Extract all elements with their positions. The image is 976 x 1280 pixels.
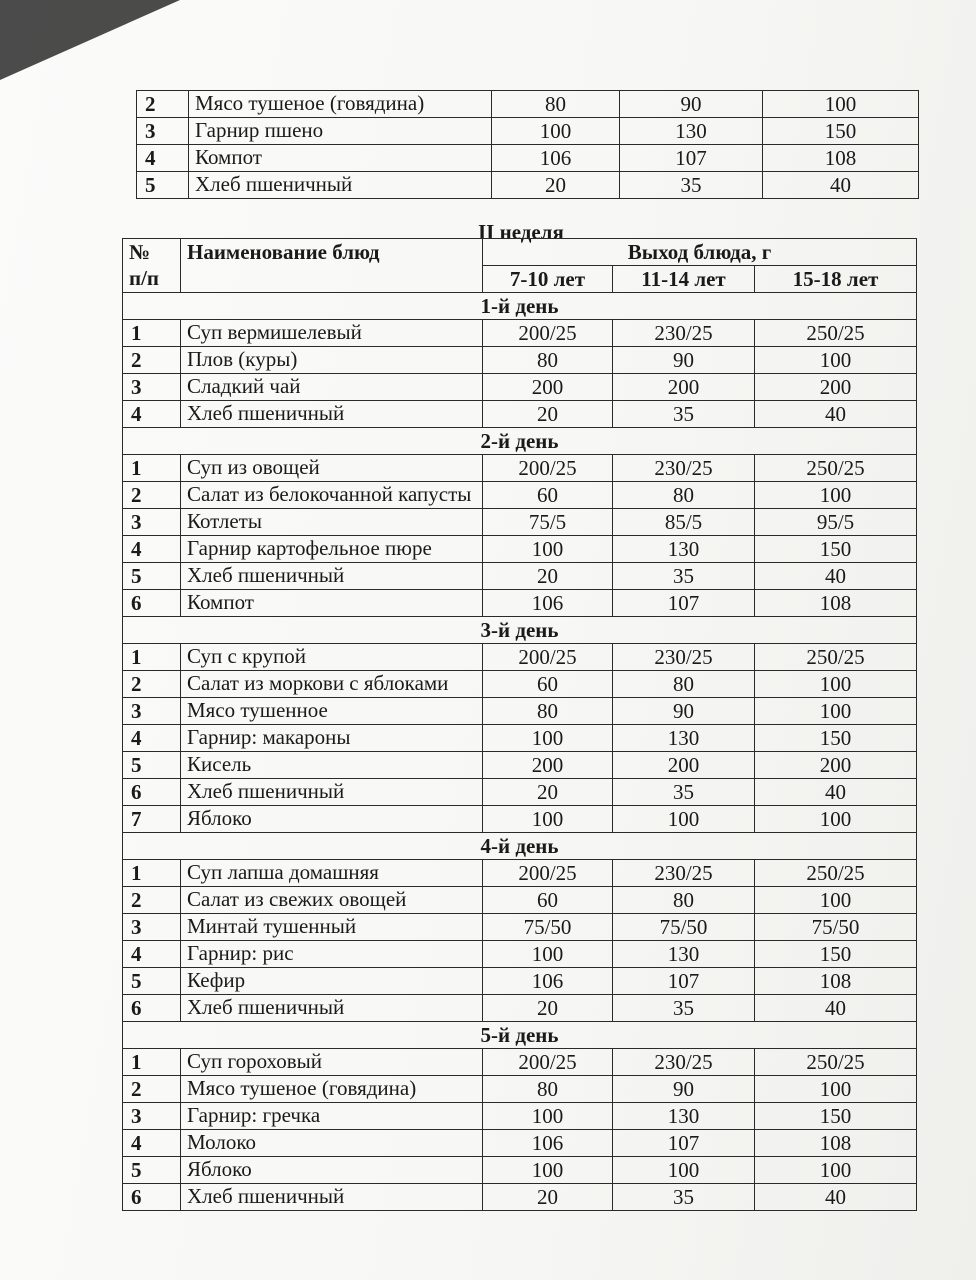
dish-name: Суп гороховый (181, 1049, 483, 1076)
output-15-18: 150 (763, 118, 919, 145)
dish-name: Суп с крупой (181, 644, 483, 671)
dish-name: Суп из овощей (181, 455, 483, 482)
output-7-10: 80 (483, 1076, 613, 1103)
output-11-14: 80 (613, 887, 755, 914)
row-number: 3 (123, 374, 181, 401)
table-row (123, 509, 917, 536)
output-11-14: 75/50 (613, 914, 755, 941)
dish-name: Плов (куры) (181, 347, 483, 374)
table-row (123, 590, 917, 617)
row-number: 4 (123, 1130, 181, 1157)
output-11-14: 130 (613, 725, 755, 752)
row-number: 1 (123, 644, 181, 671)
row-number: 2 (123, 671, 181, 698)
week-title: II неделя (478, 220, 564, 244)
output-7-10: 106 (483, 590, 613, 617)
output-15-18: 95/5 (755, 509, 917, 536)
dish-name: Хлеб пшеничный (181, 779, 483, 806)
output-15-18: 100 (755, 347, 917, 374)
dish-name: Мясо тушеное (говядина) (181, 1076, 483, 1103)
table-row (123, 1103, 917, 1130)
output-15-18: 250/25 (755, 644, 917, 671)
output-7-10: 20 (483, 1184, 613, 1211)
dish-name: Компот (189, 145, 492, 172)
output-11-14: 100 (613, 1157, 755, 1184)
row-number: 4 (123, 725, 181, 752)
output-15-18: 108 (755, 590, 917, 617)
output-7-10: 100 (483, 1157, 613, 1184)
output-7-10: 100 (483, 1103, 613, 1130)
dish-name: Хлеб пшеничный (181, 1184, 483, 1211)
table-row (123, 320, 917, 347)
output-7-10: 200/25 (483, 644, 613, 671)
output-7-10: 60 (483, 482, 613, 509)
output-15-18: 100 (755, 1157, 917, 1184)
table-row (123, 347, 917, 374)
week2-menu-table (122, 238, 917, 1211)
column-header-number: № п/п (123, 239, 181, 293)
output-15-18: 150 (755, 725, 917, 752)
output-11-14: 230/25 (613, 455, 755, 482)
table-row (137, 145, 919, 172)
output-15-18: 250/25 (755, 455, 917, 482)
output-11-14: 230/25 (613, 320, 755, 347)
table-row (123, 968, 917, 995)
output-11-14: 35 (613, 1184, 755, 1211)
row-number: 4 (123, 536, 181, 563)
dish-name: Гарнир: гречка (181, 1103, 483, 1130)
output-11-14: 85/5 (613, 509, 755, 536)
row-number: 4 (123, 401, 181, 428)
output-7-10: 80 (483, 347, 613, 374)
output-7-10: 100 (483, 941, 613, 968)
output-11-14: 107 (613, 590, 755, 617)
output-15-18: 100 (755, 482, 917, 509)
dish-name: Салат из моркови с яблоками (181, 671, 483, 698)
header-row (123, 239, 917, 266)
dish-name: Гарнир картофельное пюре (181, 536, 483, 563)
row-number: 1 (123, 320, 181, 347)
row-number: 6 (123, 1184, 181, 1211)
output-11-14: 90 (620, 91, 763, 118)
table-row (137, 118, 919, 145)
output-11-14: 107 (613, 968, 755, 995)
output-15-18: 108 (763, 145, 919, 172)
output-11-14: 130 (613, 536, 755, 563)
output-15-18: 200 (755, 374, 917, 401)
table-row (123, 536, 917, 563)
output-7-10: 200/25 (483, 1049, 613, 1076)
dish-name: Хлеб пшеничный (181, 563, 483, 590)
day-title: 2-й день (123, 428, 917, 455)
week1-continuation-table (136, 90, 919, 199)
output-15-18: 100 (755, 671, 917, 698)
table-row (137, 91, 919, 118)
output-15-18: 40 (763, 172, 919, 199)
output-11-14: 230/25 (613, 644, 755, 671)
row-number: 1 (123, 455, 181, 482)
day-title: 4-й день (123, 833, 917, 860)
row-number: 3 (123, 509, 181, 536)
output-11-14: 200 (613, 374, 755, 401)
table-row (123, 725, 917, 752)
output-11-14: 90 (613, 698, 755, 725)
output-11-14: 35 (613, 563, 755, 590)
dish-name: Салат из свежих овощей (181, 887, 483, 914)
output-7-10: 106 (483, 1130, 613, 1157)
dish-name: Суп вермишелевый (181, 320, 483, 347)
row-number: 6 (123, 590, 181, 617)
table-row (123, 806, 917, 833)
output-11-14: 200 (613, 752, 755, 779)
table-row (123, 860, 917, 887)
table-row (123, 1076, 917, 1103)
output-15-18: 150 (755, 941, 917, 968)
table-row (123, 779, 917, 806)
row-number: 2 (137, 91, 189, 118)
row-number: 4 (123, 941, 181, 968)
output-15-18: 108 (755, 1130, 917, 1157)
table-row (123, 482, 917, 509)
output-15-18: 40 (755, 995, 917, 1022)
day-title: 3-й день (123, 617, 917, 644)
output-7-10: 20 (483, 563, 613, 590)
row-number: 7 (123, 806, 181, 833)
dish-name: Кисель (181, 752, 483, 779)
output-15-18: 100 (755, 1076, 917, 1103)
row-number: 2 (123, 347, 181, 374)
column-header-dish-name: Наименование блюд (181, 239, 483, 293)
table-row (123, 887, 917, 914)
output-7-10: 60 (483, 887, 613, 914)
table-row (123, 995, 917, 1022)
output-15-18: 150 (755, 1103, 917, 1130)
table-row (123, 752, 917, 779)
output-11-14: 90 (613, 1076, 755, 1103)
output-15-18: 40 (755, 401, 917, 428)
row-number: 6 (123, 995, 181, 1022)
output-11-14: 100 (613, 806, 755, 833)
output-7-10: 20 (483, 401, 613, 428)
day-header-row (123, 1022, 917, 1049)
day-header-row (123, 833, 917, 860)
output-11-14: 130 (613, 941, 755, 968)
dish-name: Гарнир: макароны (181, 725, 483, 752)
output-7-10: 75/50 (483, 914, 613, 941)
output-11-14: 80 (613, 482, 755, 509)
output-7-10: 100 (483, 725, 613, 752)
row-number: 2 (123, 1076, 181, 1103)
table-row (123, 644, 917, 671)
output-11-14: 35 (613, 779, 755, 806)
output-7-10: 60 (483, 671, 613, 698)
dish-name: Котлеты (181, 509, 483, 536)
output-11-14: 107 (613, 1130, 755, 1157)
dish-name: Хлеб пшеничный (189, 172, 492, 199)
row-number: 5 (123, 1157, 181, 1184)
dish-name: Яблоко (181, 1157, 483, 1184)
row-number: 1 (123, 860, 181, 887)
day-header-row (123, 293, 917, 320)
output-11-14: 230/25 (613, 860, 755, 887)
folded-corner-shadow (0, 0, 180, 80)
output-7-10: 200/25 (483, 320, 613, 347)
dish-name: Мясо тушенное (181, 698, 483, 725)
table-row (123, 671, 917, 698)
row-number: 3 (123, 1103, 181, 1130)
output-11-14: 80 (613, 671, 755, 698)
dish-name: Молоко (181, 1130, 483, 1157)
row-number: 4 (137, 145, 189, 172)
output-11-14: 230/25 (613, 1049, 755, 1076)
table-row (123, 455, 917, 482)
row-number: 1 (123, 1049, 181, 1076)
column-header-age-11-14: 11-14 лет (613, 266, 755, 293)
table-row (123, 1157, 917, 1184)
output-15-18: 40 (755, 563, 917, 590)
output-15-18: 100 (755, 806, 917, 833)
output-15-18: 108 (755, 968, 917, 995)
row-number: 3 (123, 698, 181, 725)
output-15-18: 40 (755, 779, 917, 806)
output-15-18: 100 (755, 887, 917, 914)
table-row (123, 914, 917, 941)
output-11-14: 90 (613, 347, 755, 374)
column-header-age-15-18: 15-18 лет (755, 266, 917, 293)
dish-name: Кефир (181, 968, 483, 995)
table-row (123, 563, 917, 590)
row-number: 5 (123, 563, 181, 590)
row-number: 5 (137, 172, 189, 199)
output-15-18: 100 (763, 91, 919, 118)
output-7-10: 75/5 (483, 509, 613, 536)
dish-name: Яблоко (181, 806, 483, 833)
table-row (123, 941, 917, 968)
dish-name: Хлеб пшеничный (181, 995, 483, 1022)
dish-name: Мясо тушеное (говядина) (189, 91, 492, 118)
output-15-18: 250/25 (755, 320, 917, 347)
dish-name: Компот (181, 590, 483, 617)
table-row (123, 698, 917, 725)
row-number: 2 (123, 887, 181, 914)
output-7-10: 20 (483, 779, 613, 806)
dish-name: Хлеб пшеничный (181, 401, 483, 428)
table-row (123, 374, 917, 401)
row-number: 5 (123, 968, 181, 995)
output-15-18: 75/50 (755, 914, 917, 941)
dish-name: Гарнир: рис (181, 941, 483, 968)
output-15-18: 250/25 (755, 860, 917, 887)
output-7-10: 200/25 (483, 860, 613, 887)
output-15-18: 250/25 (755, 1049, 917, 1076)
output-11-14: 130 (613, 1103, 755, 1130)
table-row (123, 401, 917, 428)
dish-name: Суп лапша домашняя (181, 860, 483, 887)
output-7-10: 200 (483, 752, 613, 779)
output-7-10: 100 (492, 118, 620, 145)
output-7-10: 80 (492, 91, 620, 118)
output-11-14: 130 (620, 118, 763, 145)
table-row (123, 1184, 917, 1211)
column-header-output: Выход блюда, г (483, 239, 917, 266)
output-7-10: 20 (492, 172, 620, 199)
row-number: 3 (137, 118, 189, 145)
output-11-14: 35 (620, 172, 763, 199)
output-7-10: 200/25 (483, 455, 613, 482)
output-7-10: 106 (492, 145, 620, 172)
output-15-18: 200 (755, 752, 917, 779)
output-7-10: 20 (483, 995, 613, 1022)
row-number: 5 (123, 752, 181, 779)
output-15-18: 40 (755, 1184, 917, 1211)
table-row (123, 1049, 917, 1076)
output-7-10: 100 (483, 806, 613, 833)
row-number: 3 (123, 914, 181, 941)
day-header-row (123, 617, 917, 644)
day-title: 5-й день (123, 1022, 917, 1049)
row-number: 2 (123, 482, 181, 509)
output-11-14: 35 (613, 995, 755, 1022)
dish-name: Сладкий чай (181, 374, 483, 401)
output-7-10: 200 (483, 374, 613, 401)
day-header-row (123, 428, 917, 455)
output-7-10: 100 (483, 536, 613, 563)
dish-name: Гарнир пшено (189, 118, 492, 145)
table-row (123, 1130, 917, 1157)
output-7-10: 80 (483, 698, 613, 725)
dish-name: Салат из белокочанной капусты (181, 482, 483, 509)
output-7-10: 106 (483, 968, 613, 995)
output-11-14: 107 (620, 145, 763, 172)
output-15-18: 150 (755, 536, 917, 563)
dish-name: Минтай тушенный (181, 914, 483, 941)
column-header-age-7-10: 7-10 лет (483, 266, 613, 293)
output-15-18: 100 (755, 698, 917, 725)
output-11-14: 35 (613, 401, 755, 428)
row-number: 6 (123, 779, 181, 806)
day-title: 1-й день (123, 293, 917, 320)
table-row (137, 172, 919, 199)
